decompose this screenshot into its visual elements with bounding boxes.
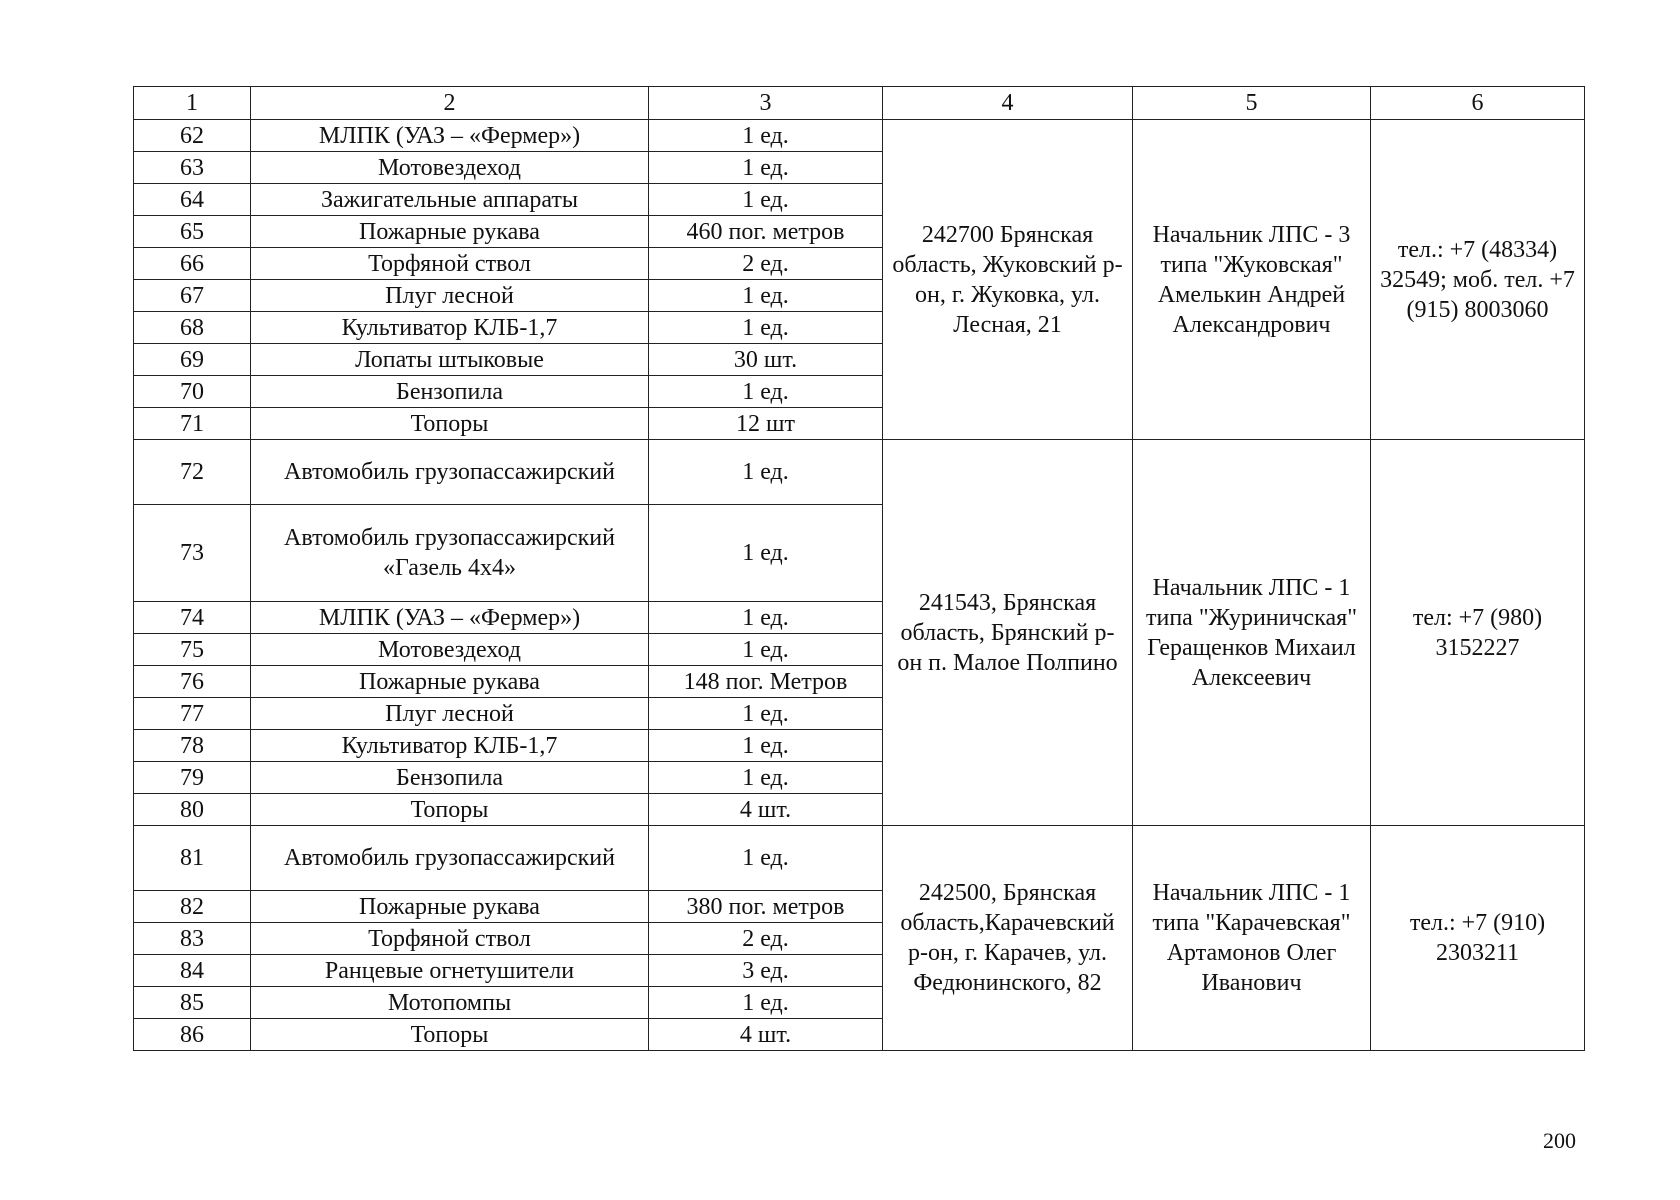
row-number-cell: 83: [134, 923, 251, 955]
row-number-cell: 86: [134, 1019, 251, 1051]
item-name-cell: Культиватор КЛБ-1,7: [251, 730, 649, 762]
row-number-cell: 66: [134, 248, 251, 280]
item-name-cell: Пожарные рукава: [251, 891, 649, 923]
item-name-cell: Бензопила: [251, 376, 649, 408]
row-number-cell: 70: [134, 376, 251, 408]
row-number-cell: 79: [134, 762, 251, 794]
quantity-cell: 380 пог. метров: [649, 891, 883, 923]
item-name-cell: Мотопомпы: [251, 987, 649, 1019]
quantity-cell: 1 ед.: [649, 730, 883, 762]
quantity-cell: 1 ед.: [649, 440, 883, 505]
chief-cell: Начальник ЛПС - 1 типа "Журиничская" Геращенков Михаил Алексеевич: [1133, 440, 1371, 826]
table-row: [134, 440, 1585, 505]
quantity-cell: 1 ед.: [649, 698, 883, 730]
item-name-cell: Мотовездеход: [251, 152, 649, 184]
item-name-cell: Торфяной ствол: [251, 923, 649, 955]
item-name-cell: Пожарные рукава: [251, 216, 649, 248]
phone-cell: тел.: +7 (910) 2303211: [1371, 826, 1585, 1051]
item-name-cell: Пожарные рукава: [251, 666, 649, 698]
address-cell: 242500, Брянская область,Карачевский р-он, г. Карачев, ул. Федюнинского, 82: [883, 826, 1133, 1051]
row-number-cell: 73: [134, 505, 251, 602]
row-number-cell: 68: [134, 312, 251, 344]
row-number-cell: 69: [134, 344, 251, 376]
item-name-cell: Торфяной ствол: [251, 248, 649, 280]
row-number-cell: 67: [134, 280, 251, 312]
item-name-cell: Бензопила: [251, 762, 649, 794]
row-number-cell: 84: [134, 955, 251, 987]
quantity-cell: 3 ед.: [649, 955, 883, 987]
item-name-cell: МЛПК (УАЗ – «Фермер»): [251, 120, 649, 152]
row-number-cell: 82: [134, 891, 251, 923]
row-number-cell: 85: [134, 987, 251, 1019]
quantity-cell: 2 ед.: [649, 248, 883, 280]
row-number-cell: 71: [134, 408, 251, 440]
address-cell: 242700 Брянская область, Жуковский р-он, г. Жуковка, ул. Лесная, 21: [883, 120, 1133, 440]
equipment-table-container: [133, 86, 1584, 1051]
item-name-cell: Лопаты штыковые: [251, 344, 649, 376]
phone-cell: тел.: +7 (48334) 32549; моб. тел. +7 (915) 8003060: [1371, 120, 1585, 440]
quantity-cell: 1 ед.: [649, 280, 883, 312]
header-col-1: 1: [134, 87, 251, 120]
quantity-cell: 1 ед.: [649, 120, 883, 152]
quantity-cell: 1 ед.: [649, 505, 883, 602]
item-name-cell: Топоры: [251, 408, 649, 440]
row-number-cell: 65: [134, 216, 251, 248]
quantity-cell: 1 ед.: [649, 152, 883, 184]
quantity-cell: 1 ед.: [649, 762, 883, 794]
chief-cell: Начальник ЛПС - 1 типа "Карачевская" Артамонов Олег Иванович: [1133, 826, 1371, 1051]
row-number-cell: 76: [134, 666, 251, 698]
header-col-5: 5: [1133, 87, 1371, 120]
row-number-cell: 78: [134, 730, 251, 762]
quantity-cell: 1 ед.: [649, 184, 883, 216]
header-col-2: 2: [251, 87, 649, 120]
page-number: 200: [1543, 1128, 1576, 1153]
item-name-cell: Зажигательные аппараты: [251, 184, 649, 216]
row-number-cell: 74: [134, 602, 251, 634]
quantity-cell: 1 ед.: [649, 987, 883, 1019]
quantity-cell: 148 пог. Метров: [649, 666, 883, 698]
quantity-cell: 4 шт.: [649, 1019, 883, 1051]
row-number-cell: 72: [134, 440, 251, 505]
quantity-cell: 30 шт.: [649, 344, 883, 376]
row-number-cell: 77: [134, 698, 251, 730]
chief-cell: Начальник ЛПС - 3 типа "Жуковская" Амелькин Андрей Александрович: [1133, 120, 1371, 440]
item-name-cell: Плуг лесной: [251, 280, 649, 312]
header-col-6: 6: [1371, 87, 1585, 120]
header-col-3: 3: [649, 87, 883, 120]
quantity-cell: 1 ед.: [649, 312, 883, 344]
table-row: [134, 120, 1585, 152]
item-name-cell: Автомобиль грузопассажирский «Газель 4х4»: [251, 505, 649, 602]
row-number-cell: 63: [134, 152, 251, 184]
address-cell: 241543, Брянская область, Брянский р-он п. Малое Полпино: [883, 440, 1133, 826]
equipment-table: [133, 86, 1585, 1051]
row-number-cell: 81: [134, 826, 251, 891]
quantity-cell: 460 пог. метров: [649, 216, 883, 248]
row-number-cell: 62: [134, 120, 251, 152]
item-name-cell: Топоры: [251, 1019, 649, 1051]
item-name-cell: Плуг лесной: [251, 698, 649, 730]
quantity-cell: 1 ед.: [649, 634, 883, 666]
row-number-cell: 64: [134, 184, 251, 216]
item-name-cell: Автомобиль грузопассажирский: [251, 440, 649, 505]
quantity-cell: 1 ед.: [649, 376, 883, 408]
quantity-cell: 1 ед.: [649, 826, 883, 891]
item-name-cell: Ранцевые огнетушители: [251, 955, 649, 987]
row-number-cell: 80: [134, 794, 251, 826]
item-name-cell: Автомобиль грузопассажирский: [251, 826, 649, 891]
item-name-cell: Топоры: [251, 794, 649, 826]
table-row: [134, 826, 1585, 891]
quantity-cell: 4 шт.: [649, 794, 883, 826]
item-name-cell: МЛПК (УАЗ – «Фермер»): [251, 602, 649, 634]
phone-cell: тел: +7 (980) 3152227: [1371, 440, 1585, 826]
quantity-cell: 12 шт: [649, 408, 883, 440]
quantity-cell: 2 ед.: [649, 923, 883, 955]
row-number-cell: 75: [134, 634, 251, 666]
item-name-cell: Мотовездеход: [251, 634, 649, 666]
header-col-4: 4: [883, 87, 1133, 120]
header-row: [134, 87, 1585, 120]
quantity-cell: 1 ед.: [649, 602, 883, 634]
table-body: [134, 120, 1585, 1051]
item-name-cell: Культиватор КЛБ-1,7: [251, 312, 649, 344]
